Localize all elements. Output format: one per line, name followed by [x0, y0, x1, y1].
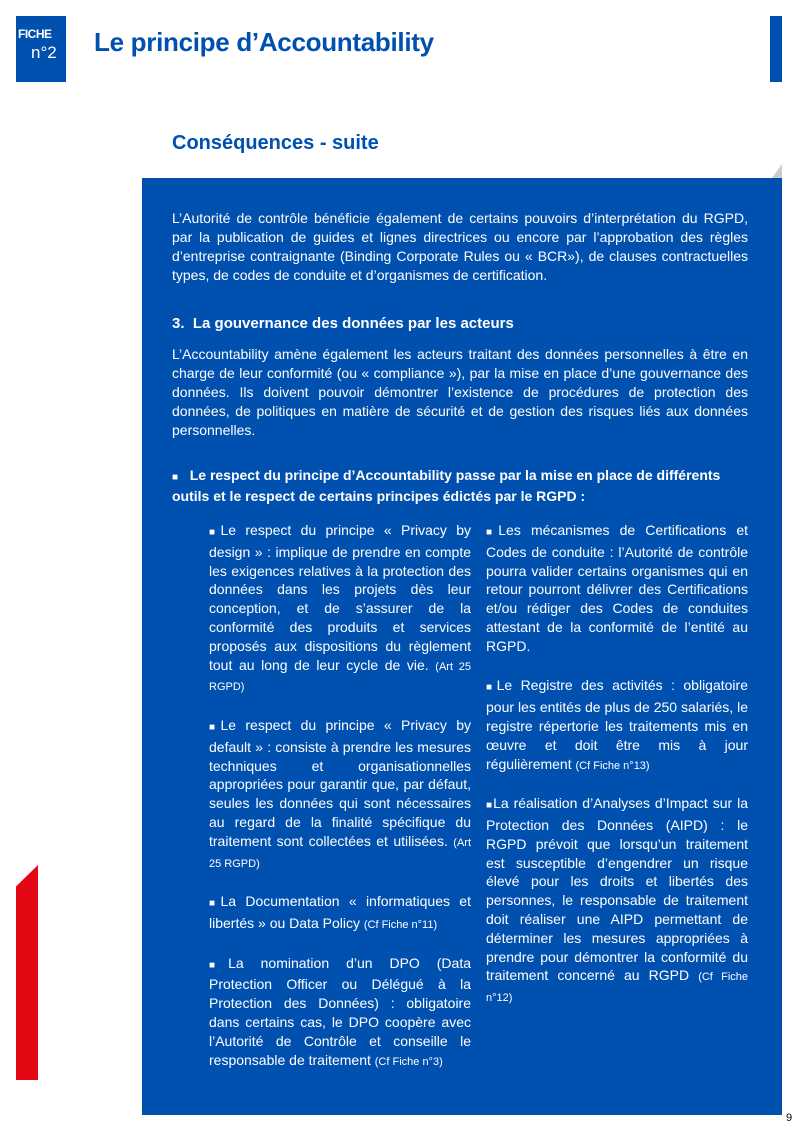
- fiche-number: n°2: [31, 43, 57, 62]
- section-title: La gouvernance des données par les acteurs: [192, 315, 514, 332]
- fiche-badge: [16, 16, 66, 82]
- item-reference: (Cf Fiche n°13): [575, 759, 650, 772]
- bullet-icon: ■: [172, 472, 179, 483]
- list-item: [209, 954, 471, 1072]
- section-heading: [172, 315, 514, 332]
- item-text: Le respect du principe « Privacy by design » : implique de prendre en compte les exigences relatives à la protection des données dans les projets dès leur conception, et de s’assurer de la conformité des produits et services proposés aux dispositions du règlement tout au long de leur cycle de vie.: [209, 522, 471, 673]
- right-column: [486, 521, 748, 1027]
- bullet-icon: ■: [209, 527, 221, 538]
- list-item: [486, 676, 748, 775]
- lead-bullet: [172, 466, 748, 506]
- bullet-icon: ■: [209, 898, 221, 910]
- list-item: [486, 521, 748, 658]
- item-reference: (Art 25 RGPD): [209, 660, 472, 694]
- item-text: Le Registre des activités : obligatoire pour les entités de plus de 250 salariés, le registre répertorie les traitements mis en œuvre et doit être mis à jour régulièrement: [486, 677, 748, 772]
- bullet-icon: ■: [486, 527, 499, 538]
- bullet-icon: ■: [209, 959, 229, 971]
- section-subtitle: Conséquences - suite: [172, 132, 379, 154]
- item-reference: (Cf Fiche n°3): [374, 1055, 443, 1068]
- item-reference: (Art 25 RGPD): [209, 836, 472, 870]
- bullet-icon: ■: [486, 682, 497, 694]
- list-item: [209, 521, 471, 697]
- bullet-icon: ■: [209, 721, 221, 733]
- fiche-label: FICHE: [18, 27, 52, 41]
- list-item: [209, 892, 471, 935]
- page-title: Le principe d’Accountability: [94, 27, 434, 57]
- item-text: Le respect du principe « Privacy by default » : consiste à prendre les mesures techniques et organisationnelles appropriées pour garantir que, par défaut, seules les données qui sont nécessaires au regard de la finalité spécifique du traitement sont collectées et utilisées.: [209, 716, 471, 849]
- list-item: [209, 716, 471, 873]
- item-text: La réalisation d’Analyses d’Impact sur la Protection des Données (AIPD) : le RGPD prévoit que lorsqu’un traitement est susceptible d’engendrer un risque élevé pour les droits et libertés des personnes, le responsable de traitement doit réaliser une AIPD permettant de déterminer les mesures appropriées à prendre pour démontrer la conformité du traitement concerné au RGPD: [486, 795, 749, 984]
- section-paragraph: L’Accountability amène également les acteurs traitant des données personnelles à être en charge de leur conformité (ou « compliance »), par la mise en place d’une gouvernance des données. Ils doivent pouvoir démontrer l’existence de procédures de protection des données, de politiques en matière de sécurité et de gestion des risques liés aux données personnelles.: [172, 346, 748, 438]
- page-number: 9: [786, 1112, 793, 1124]
- section-number: 3.: [172, 315, 185, 332]
- lead-text: Le respect du principe d’Accountability passe par la mise en place de différents outils et le respect de certains principes édictés par le RGPD :: [172, 467, 721, 504]
- item-text: La Documentation « informatiques et libertés » ou Data Policy: [209, 893, 471, 931]
- item-text: Les mécanismes de Certifications et Codes de conduite : l’Autorité de contrôle pourra valider certains organismes qui en retour pourront délivrer des Certifications et/ou rédiger des Codes de conduites attestant de la conformité de l’entité au RGPD.: [486, 522, 749, 654]
- item-reference: (Cf Fiche n°12): [486, 971, 749, 1005]
- intro-paragraph: L’Autorité de contrôle bénéficie également de certains pouvoirs d’interprétation du RGPD, par la publication de guides et lignes directrices ou encore par l’approbation des règles d’entreprise contraignante (Binding Corporate Rules ou « BCR»), de clauses contractuelles types, de codes de conduite et d’organismes de certification.: [172, 210, 748, 283]
- left-column: [209, 521, 471, 1090]
- decorative-red-shape: [16, 865, 38, 1080]
- item-reference: (Cf Fiche n°11): [363, 918, 438, 931]
- item-text: La nomination d’un DPO (Data Protection Officer ou Délégué à la Protection des Données) : obligatoire dans certains cas, le DPO coopère avec l’Autorité de Contrôle et conseille le responsable de traitement: [209, 954, 471, 1068]
- bullet-icon: ■: [486, 800, 494, 812]
- decorative-bar: [770, 16, 782, 82]
- list-item: [486, 794, 748, 1008]
- decorative-corner: [772, 164, 782, 178]
